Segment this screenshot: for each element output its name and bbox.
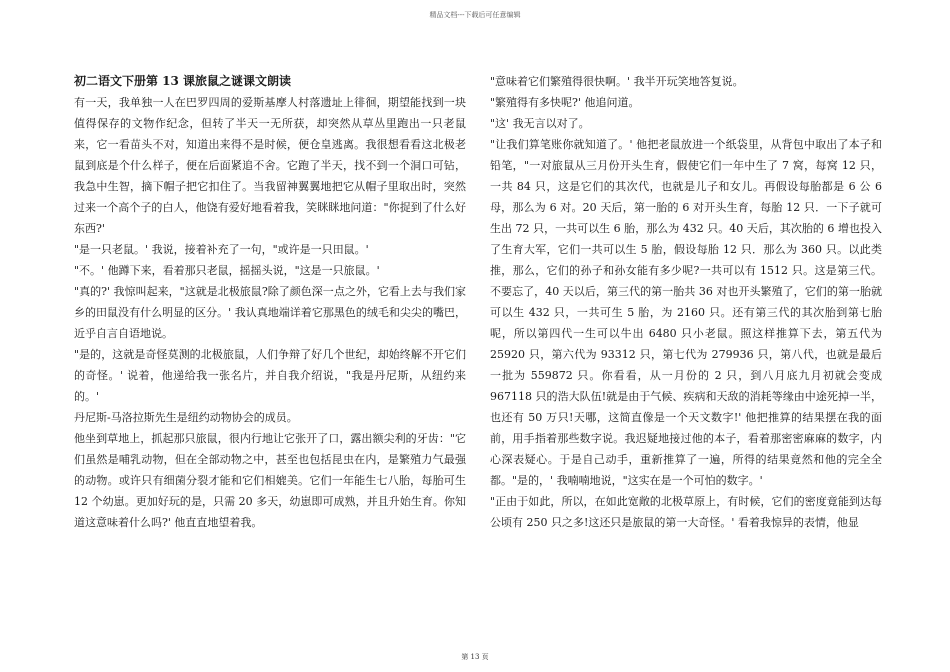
page-footer: 第 13 页 — [461, 653, 489, 661]
paragraph: "这' 我无言以对了。 — [490, 117, 590, 130]
document-title: 初二语文下册第 13 课旅鼠之谜课文朗读 — [74, 74, 292, 88]
paragraph: "正由于如此，所以，在如此宽敞的北极草原上，有时候，它们的密度竟能到达每公顷有 250 只之多!这还只是旅鼠的第一大奇怪。' 看着我惊异的表情，他显 — [490, 495, 882, 529]
paragraph: "是一只老鼠。' 我说，接着补充了一句，"或许是一只田鼠。' — [74, 243, 369, 256]
paragraph: 有一天，我单独一人在巴罗四周的爱斯基摩人村落遗址上徘徊，期望能找到一块值得保存的文物作纪念，但转了半天一无所获，却突然从草丛里跑出一只老鼠来，它一看苗头不对，知道出来得不是时候，便仓皇逃离。我很想看看这北极老鼠到底是个什么样子，便在后面紧追不舍。它跑了半天，找不到一个洞口可钻，我急中生智，摘下帽子把它扣住了。当我留神翼翼地把它从帽子里取出时，突然过来一个高个子的白人，他饶有爱好地看着我，笑眯眯地问道："你捉到了什么好东西?' — [74, 96, 466, 235]
right-column — [490, 71, 882, 533]
paragraph: "意味着它们繁殖得很快啊。' 我半开玩笑地答复说。 — [490, 75, 744, 88]
page-header: 精品文档---下载后可任意编辑 — [429, 11, 521, 19]
left-column — [74, 71, 466, 533]
paragraph: 他坐到草地上，抓起那只旅鼠，很内行地让它张开了口，露出额尖利的牙齿："它们虽然是哺乳动物，但在全部动物之中，甚至也包括昆虫在内，是繁殖力气最强的动物。或许只有细菌分裂才能和它们相媲美。它们一年能生七八胎，每胎可生 12 个幼崽。更加好玩的是，只需 20 多天，幼崽即可成熟，并且升始生育。你知道这意味着什么吗?' 他直直地望着我。 — [74, 432, 466, 529]
paragraph: "是的，这就是奇怪莫测的北极旅鼠，人们争辩了好几个世纪，却始终解不开它们的奇怪。' 说着，他递给我一张名片，并自我介绍说，"我是丹尼斯，从纽约来的。' — [74, 348, 466, 403]
paragraph: "繁殖得有多快呢?' 他追问道。 — [490, 96, 640, 109]
paragraph: "让我们算笔账你就知道了。' 他把老鼠放进一个纸袋里，从背包中取出了本子和铅笔，"一对旅鼠从三月份开头生育，假使它们一年中生了 7 窝，每窝 12 只，一共 84 只，这是它们的其次代，也就是儿子和女儿。再假设每胎都是 6 公 6 母，那么为 6 对。20 天后，第一胎的 6 对开头生育，每胎 12 只．一下子就可生出 72 只，一共可以生 6 胎，那么为 432 只。40 天后，其次胎的 6 增也投入了生育大军，它们一共可以生 5 胎，假设每胎 12 只．那么为 360 只。以此类推，那么，它们的孙子和孙女能有多少呢?一共可以有 1512 只。这是第三代。不要忘了，40 天以后，第三代的第一胎共 36 对也开头繁殖了，它们的第一胎就可以生 432 只，一共可生 5 胎，为 2160 只。还有第三代的其次胎到第七胎呢，所以第四代一生可以牛出 6480 只小老鼠。照这样推算下去，第五代为 25920 只，第六代为 93312 只，第七代为 279936 只，第八代，也就是最后一批为 559872 只。你看看，从一月份的 2 只，到八月底九月初就会变成 967118 只的浩大队伍!就是由于气候、疾病和天敌的消耗等缘由中途死掉一半，也还有 50 万只!天哪，这简直像是一个天文数字!' 他把推算的结果摆在我的面前，用手指着那些数字说。我迟疑地接过他的本子，看着那密密麻麻的数字，内心深表疑心。于是自己动手，重新推算了一遍，所得的结果竟然和他的完全全都。"是的，' 我喃喃地说，"这实在是一个可怕的数字。' — [490, 138, 882, 487]
paragraph: 丹尼斯-马洛拉斯先生是纽约动物协会的成员。 — [74, 411, 298, 424]
paragraph: "真的?' 我惊叫起来，"这就是北极旅鼠?除了颜色深一点之外，它看上去与我们家乡的田鼠没有什么明显的区分。' 我认真地端详着它那黑色的绒毛和尖尖的嘴巴，近乎自言自语地说。 — [74, 285, 466, 340]
paragraph: "不。' 他蹲下来，看着那只老鼠，摇摇头说，"这是一只旅鼠。' — [74, 264, 380, 277]
